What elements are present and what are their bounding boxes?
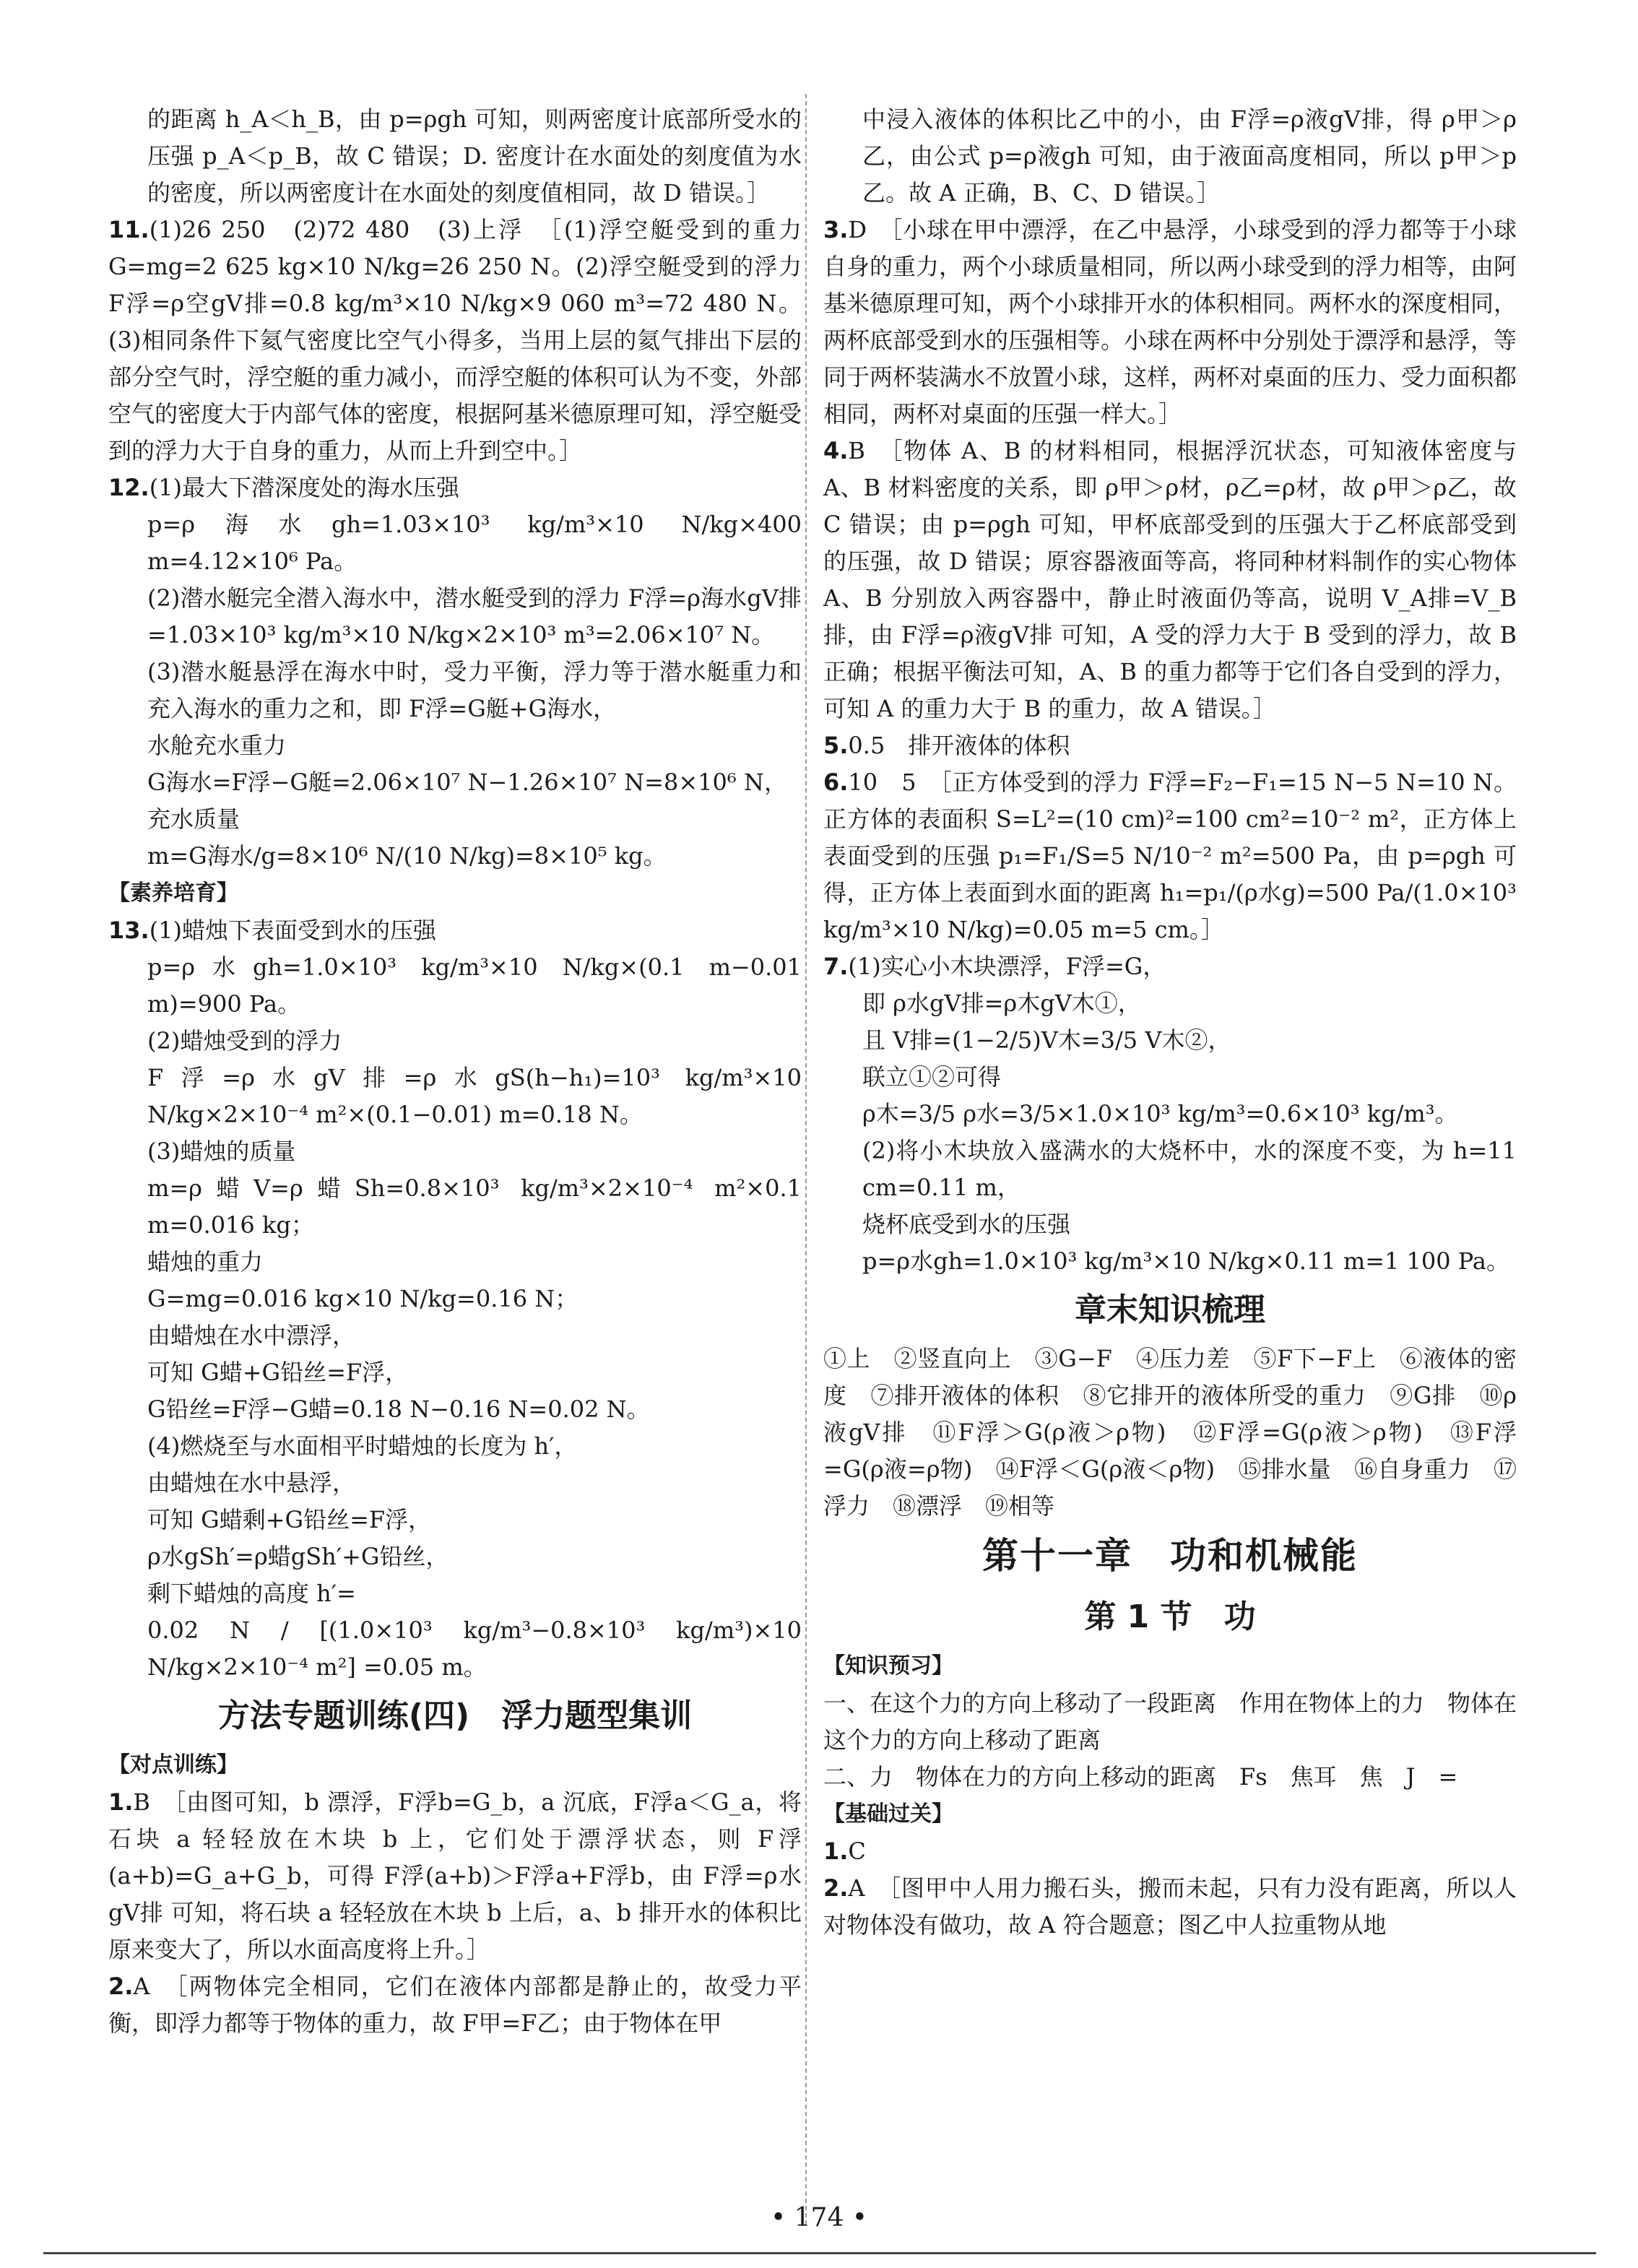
section-label: 【素养培育】 <box>108 880 238 906</box>
answer-paragraph <box>823 727 1517 764</box>
section-label: 【知识预习】 <box>823 1653 953 1679</box>
answer-paragraph <box>108 1428 802 1465</box>
answer-text: G铅丝=F浮−G蜡=0.18 N−0.16 N=0.02 N。 <box>147 1395 650 1423</box>
section-heading: 章末知识梳理 <box>1075 1291 1265 1328</box>
answer-paragraph <box>108 1354 802 1391</box>
answer-text: p=ρ水gh=1.0×10³ kg/m³×10 N/kg×0.11 m=1 100 Pa。 <box>862 1247 1509 1275</box>
answer-paragraph <box>108 1465 802 1502</box>
answer-text: 中浸入液体的体积比乙中的小，由 F浮=ρ液gV排，得 ρ甲＞ρ乙，由公式 p=ρ液gh 可知，由于液面高度相同，所以 p甲＞p乙。故 A 正确，B、C、D 错误。］ <box>862 105 1517 207</box>
answer-text: (4)燃烧至与水面相平时蜡烛的长度为 h′， <box>147 1432 578 1460</box>
section-heading: 第 1 节 功 <box>1084 1598 1256 1635</box>
answer-text: 剩下蜡烛的高度 h′= <box>147 1580 356 1607</box>
answer-paragraph <box>108 1170 802 1244</box>
answer-text: m=G海水/g=8×10⁶ N/(10 N/kg)=8×10⁵ kg。 <box>147 842 667 870</box>
answer-text: p=ρ水gh=1.0×10³ kg/m³×10 N/kg×(0.1 m−0.01 m)=900 Pa。 <box>147 953 802 1018</box>
question-number: 5. <box>823 732 849 759</box>
answer-paragraph <box>823 1243 1517 1280</box>
answer-text: p=ρ海水gh=1.03×10³ kg/m³×10 N/kg×400 m=4.12×10⁶ Pa。 <box>147 511 802 575</box>
answer-paragraph <box>108 506 802 580</box>
answer-paragraph <box>108 1538 802 1575</box>
answer-paragraph <box>108 1502 802 1538</box>
answer-text: A ［图甲中人用力搬石头，搬而未起，只有力没有距离，所以人对物体没有做功，故 A 符合题意；图乙中人拉重物从地 <box>823 1874 1517 1939</box>
bottom-rule <box>43 2252 1596 2254</box>
answer-paragraph <box>108 764 802 801</box>
answer-paragraph <box>108 1023 802 1060</box>
answer-paragraph <box>108 1133 802 1170</box>
answer-paragraph <box>823 1685 1517 1759</box>
question-number: 13. <box>108 917 150 944</box>
answer-text: 可知 G蜡+G铅丝=F浮， <box>147 1359 409 1386</box>
answer-text: (1)最大下潜深度处的海水压强 <box>149 474 460 501</box>
answer-text: (1)实心小木块漂浮，F浮=G， <box>848 953 1166 980</box>
left-column <box>108 101 802 2042</box>
question-number: 11. <box>108 216 150 243</box>
answer-paragraph <box>108 469 802 506</box>
answer-paragraph <box>108 727 802 764</box>
answer-paragraph <box>108 801 802 838</box>
question-number: 2. <box>108 1973 134 2000</box>
question-number: 1. <box>108 1788 134 1816</box>
answer-text: G海水=F浮−G艇=2.06×10⁷ N−1.26×10⁷ N=8×10⁶ N， <box>147 769 787 796</box>
section-label: 【对点训练】 <box>108 1752 238 1778</box>
question-number: 4. <box>823 437 849 464</box>
question-number: 3. <box>823 216 849 243</box>
answer-text: (2)蜡烛受到的浮力 <box>147 1027 342 1055</box>
answer-paragraph <box>823 1059 1517 1096</box>
answer-paragraph <box>823 764 1517 948</box>
answer-paragraph <box>823 212 1517 433</box>
answer-paragraph <box>108 1060 802 1133</box>
answer-text: 10 5 ［正方体受到的浮力 F浮=F₂−F₁=15 N−5 N=10 N。正方体的表面积 S=L²=(10 cm)²=100 cm²=10⁻² m²，正方体上表面受到的压强 p₁=F₁/S=5 N/10⁻² m²=500 Pa，由 p=ρgh 可得，正方体上表面到水面的距离 h₁=p₁/(ρ水g)=500 Pa/(1.0×10³ kg/m³×10 N/kg)=0.05 m=5 cm。］ <box>823 769 1517 943</box>
answer-text: 水舱充水重力 <box>147 732 287 759</box>
answer-paragraph <box>108 1612 802 1686</box>
answer-text: 且 V排=(1−2/5)V木=3/5 V木②， <box>862 1026 1231 1054</box>
answer-text: F浮=ρ水gV排=ρ水gS(h−h₁)=10³ kg/m³×10 N/kg×2×10⁻⁴ m²×(0.1−0.01) m=0.18 N。 <box>147 1064 802 1128</box>
answer-paragraph <box>823 1870 1517 1944</box>
answer-paragraph <box>823 433 1517 727</box>
answer-paragraph <box>108 1281 802 1317</box>
answer-text: B ［物体 A、B 的材料相同，根据浮沉状态，可知液体密度与 A、B 材料密度的关系，即 ρ甲＞ρ材，ρ乙=ρ材，故 ρ甲＞ρ乙，故 C 错误；由 p=ρgh 可知，甲杯底部受到的压强大于乙杯底部受到的压强，故 D 错误；原容器液面等高，将同种材料制作的实心物体 A、B 分别放入两容器中，静止时液面仍等高，说明 V_A排=V_B排，由 F浮=ρ液gV排 可知，A 受的浮力大于 B 受到的浮力，故 B 正确；根据平衡法可知，A、B 的重力都等于它们各自受到的浮力，可知 A 的重力大于 B 的重力，故 A 错误。］ <box>823 437 1517 722</box>
answer-text: ρ木=3/5 ρ水=3/5×1.0×10³ kg/m³=0.6×10³ kg/m³。 <box>862 1100 1458 1127</box>
answer-text: A ［两物体完全相同，它们在液体内部都是静止的，故受力平衡，即浮力都等于物体的重力，故 F甲=F乙；由于物体在甲 <box>108 1973 802 2037</box>
answer-text: 二、力 物体在力的方向上移动的距离 Fs 焦耳 焦 J = <box>823 1763 1458 1791</box>
answer-paragraph <box>823 1206 1517 1243</box>
question-number: 7. <box>823 953 849 980</box>
answer-text: 可知 G蜡剩+G铅丝=F浮， <box>147 1506 432 1533</box>
question-number: 6. <box>823 769 849 796</box>
answer-paragraph <box>108 912 802 949</box>
answer-text: B ［由图可知，b 漂浮，F浮b=G_b，a 沉底，F浮a＜G_a，将石块 a 轻轻放在木块 b 上，它们处于漂浮状态，则 F浮(a+b)=G_a+G_b，可得 F浮(a+b)＞F浮a+F浮b，由 F浮=ρ水gV排 可知，将石块 a 轻轻放在木块 b 上后，a、b 排开水的体积比原来变大了，所以水面高度将上升。］ <box>108 1788 802 1963</box>
section-heading: 方法专题训练(四) 浮力题型集训 <box>217 1697 693 1734</box>
answer-paragraph <box>823 985 1517 1022</box>
answer-text: ①上 ②竖直向上 ③G−F ④压力差 ⑤F下−F上 ⑥液体的密度 ⑦排开液体的体积 ⑧它排开的液体所受的重力 ⑨G排 ⑩ρ液gV排 ⑪F浮＞G(ρ液＞ρ物) ⑫F浮=G(ρ液＞ρ物) ⑬F浮=G(ρ液=ρ物) ⑭F浮＜G(ρ液＜ρ物) ⑮排水量 ⑯自身重力 ⑰浮力 ⑱漂浮 ⑲相等 <box>823 1345 1517 1520</box>
answer-text: (2)潜水艇完全潜入海水中，潜水艇受到的浮力 F浮=ρ海水gV排=1.03×10³ kg/m³×10 N/kg×2×10³ m³=2.06×10⁷ N。 <box>147 584 802 649</box>
answer-paragraph <box>823 948 1517 985</box>
answer-paragraph <box>823 1096 1517 1133</box>
answer-text: 0.02 N / [(1.0×10³ kg/m³−0.8×10³ kg/m³)×10 N/kg×2×10⁻⁴ m²] =0.05 m。 <box>147 1616 802 1681</box>
answer-paragraph <box>108 1317 802 1354</box>
answer-paragraph <box>823 1133 1517 1206</box>
answer-text: (3)蜡烛的质量 <box>147 1138 296 1165</box>
answer-text: 的距离 h_A＜h_B，由 p=ρgh 可知，则两密度计底部所受水的压强 p_A＜p_B，故 C 错误；D. 密度计在水面处的刻度值为水的密度，所以两密度计在水面处的刻度值相同，故 D 错误。］ <box>147 105 802 207</box>
answer-paragraph <box>108 949 802 1023</box>
answer-paragraph <box>108 580 802 654</box>
page-number: • 174 • <box>770 2203 868 2233</box>
answer-text: (1)26 250 (2)72 480 (3)上浮 ［(1)浮空艇受到的重力 G=mg=2 625 kg×10 N/kg=26 250 N。(2)浮空艇受到的浮力 F浮=ρ空gV排=0.8 kg/m³×10 N/kg×9 060 m³=72 480 N。(3)相同条件下氦气密度比空气小得多，当用上层的氦气排出下层的部分空气时，浮空艇的重力减小，而浮空艇的体积可认为不变，外部空气的密度大于内部气体的密度，根据阿基米德原理可知，浮空艇受到的浮力大于自身的重力，从而上升到空中。］ <box>108 216 802 464</box>
answer-text: 充水质量 <box>147 805 240 833</box>
answer-paragraph <box>823 1833 1517 1870</box>
answer-paragraph <box>108 654 802 727</box>
chapter-title: 第十一章 功和机械能 <box>982 1535 1358 1577</box>
section-label: 【基础过关】 <box>823 1801 953 1827</box>
answer-text: ρ水gSh′=ρ蜡gSh′+G铅丝， <box>147 1543 449 1570</box>
answer-paragraph <box>823 1759 1517 1796</box>
question-number: 1. <box>823 1838 849 1865</box>
answer-text: 烧杯底受到水的压强 <box>862 1211 1071 1238</box>
column-divider <box>805 94 807 2225</box>
answer-paragraph <box>823 1022 1517 1059</box>
answer-text: D ［小球在甲中漂浮，在乙中悬浮，小球受到的浮力都等于小球自身的重力，两个小球质量相同，所以两小球受到的浮力相等，由阿基米德原理可知，两个小球排开水的体积相同。两杯水的深度相同，两杯底部受到水的压强相等。小球在两杯中分别处于漂浮和悬浮，等同于两杯装满水不放置小球，这样，两杯对桌面的压力、受力面积都相同，两杯对桌面的压强一样大。］ <box>823 216 1517 428</box>
answer-paragraph <box>823 101 1517 212</box>
answer-text: m=ρ蜡V=ρ蜡Sh=0.8×10³ kg/m³×2×10⁻⁴ m²×0.1 m=0.016 kg； <box>147 1174 802 1239</box>
answer-text: 联立①②可得 <box>862 1063 1002 1091</box>
answer-paragraph <box>823 1341 1517 1525</box>
answer-text: G=mg=0.016 kg×10 N/kg=0.16 N； <box>147 1285 578 1312</box>
answer-text: 蜡烛的重力 <box>147 1248 264 1276</box>
answer-text: 即 ρ水gV排=ρ木gV木①， <box>862 990 1141 1017</box>
answer-text: 由蜡烛在水中漂浮， <box>147 1322 356 1349</box>
answer-text: 一、在这个力的方向上移动了一段距离 作用在物体上的力 物体在这个力的方向上移动了距离 <box>823 1689 1517 1754</box>
answer-text: 由蜡烛在水中悬浮， <box>147 1469 356 1497</box>
answer-paragraph <box>108 1391 802 1428</box>
answer-text: C <box>848 1838 866 1865</box>
answer-text: (3)潜水艇悬浮在海水中时，受力平衡，浮力等于潜水艇重力和充入海水的重力之和，即 F浮=G艇+G海水， <box>147 658 802 722</box>
answer-paragraph <box>108 1244 802 1281</box>
answer-text: (1)蜡烛下表面受到水的压强 <box>149 917 437 944</box>
answer-paragraph <box>108 838 802 875</box>
right-column <box>823 101 1517 1944</box>
question-number: 2. <box>823 1874 849 1902</box>
question-number: 12. <box>108 474 150 501</box>
answer-paragraph <box>108 1575 802 1612</box>
answer-paragraph <box>108 212 802 469</box>
answer-paragraph <box>108 1968 802 2042</box>
answer-paragraph <box>108 101 802 212</box>
answer-text: 0.5 排开液体的体积 <box>848 732 1070 759</box>
answer-text: (2)将小木块放入盛满水的大烧杯中，水的深度不变，为 h=11 cm=0.11 m， <box>862 1137 1517 1201</box>
answer-paragraph <box>108 1784 802 1968</box>
